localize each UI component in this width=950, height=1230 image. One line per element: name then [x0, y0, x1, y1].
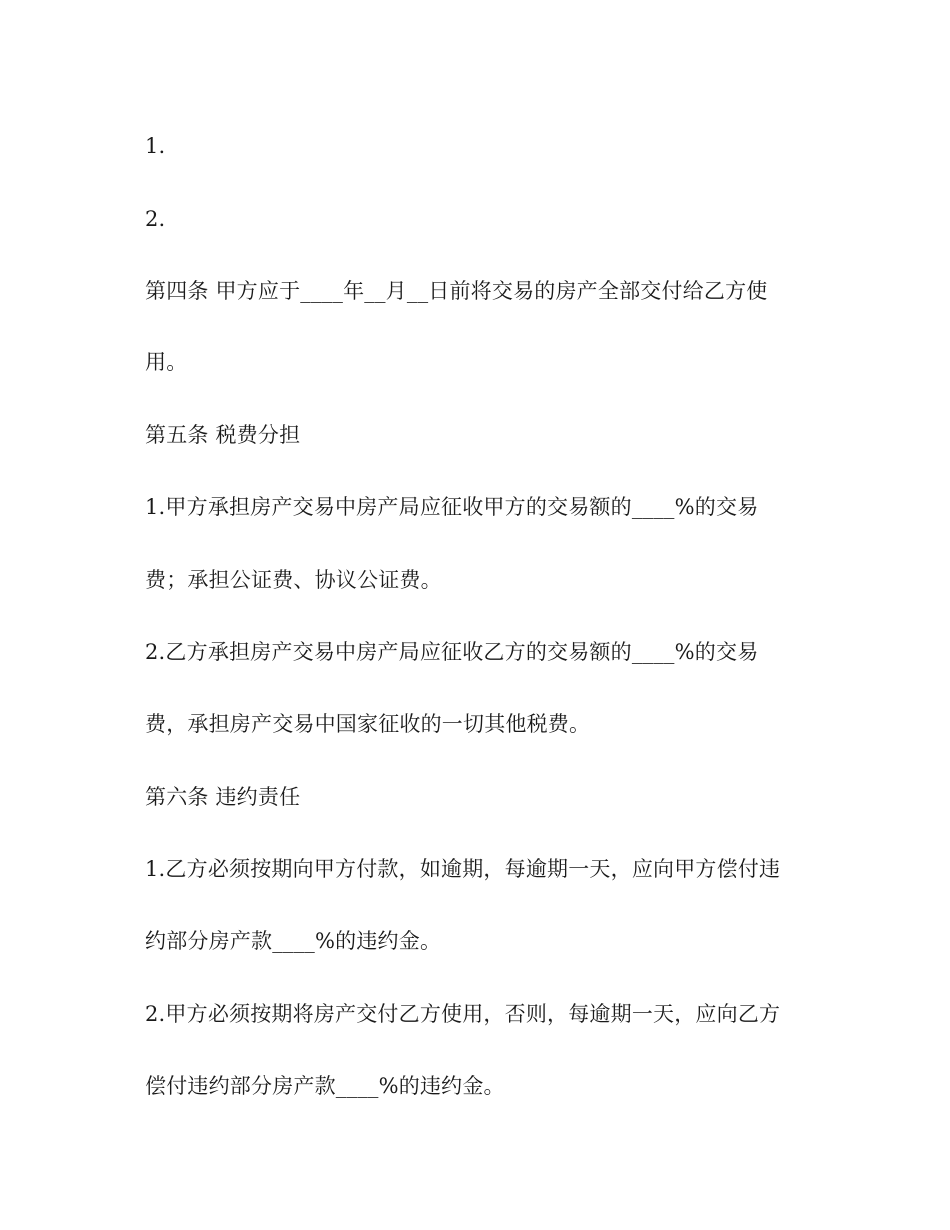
text-line: 1.乙方必须按期向甲方付款，如逾期，每逾期一天，应向甲方偿付违	[145, 857, 781, 881]
text-line: 2.乙方承担房产交易中房产局应征收乙方的交易额的____%的交易	[145, 640, 759, 664]
text-line: 费；承担公证费、协议公证费。	[145, 568, 442, 592]
text-line: 费，承担房产交易中国家征收的一切其他税费。	[145, 712, 591, 736]
text-line: 2.甲方必须按期将房产交付乙方使用，否则，每逾期一天，应向乙方	[145, 1002, 781, 1026]
text-line: 1.	[145, 134, 166, 158]
section-heading: 第五条 税费分担	[145, 423, 301, 447]
text-line: 第四条 甲方应于____年__月__日前将交易的房产全部交付给乙方使	[145, 279, 768, 303]
section-heading: 第六条 违约责任	[145, 785, 301, 809]
text-line: 1.甲方承担房产交易中房产局应征收甲方的交易额的____%的交易	[145, 495, 759, 519]
text-line: 2.	[145, 207, 166, 231]
text-line: 偿付违约部分房产款____%的违约金。	[145, 1074, 505, 1098]
text-line: 约部分房产款____%的违约金。	[145, 929, 442, 953]
text-line: 用。	[145, 350, 188, 374]
